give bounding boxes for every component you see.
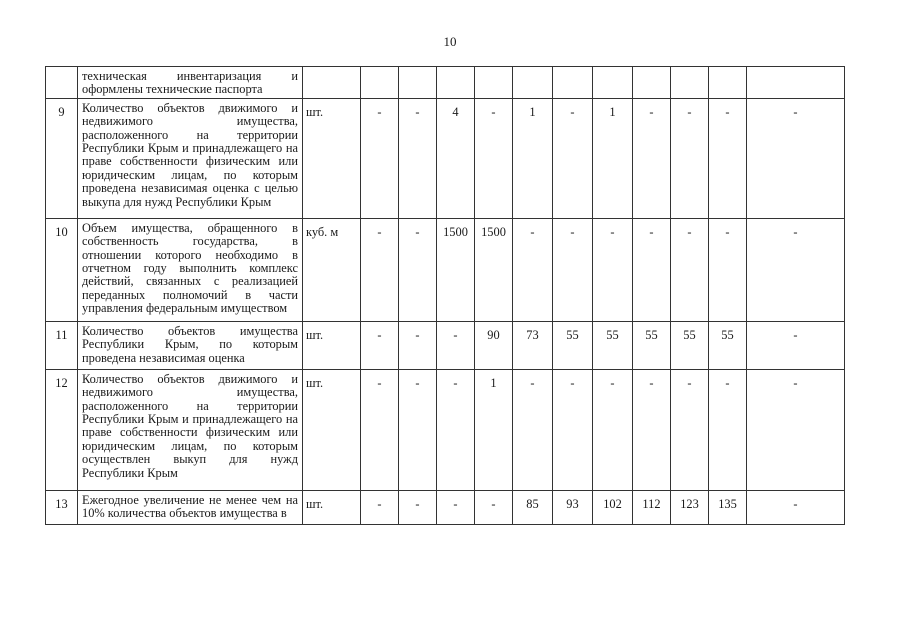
year-value-cell: -	[399, 369, 437, 490]
table-row	[46, 98, 845, 218]
year-value-cell: -	[633, 369, 671, 490]
year-value-cell: -	[553, 369, 593, 490]
year-value-cell	[671, 67, 709, 99]
year-value-cell: -	[709, 218, 747, 321]
year-value-cell	[513, 67, 553, 99]
year-value-cell: -	[361, 98, 399, 218]
year-value-cell: -	[475, 490, 513, 524]
year-value-cell: -	[361, 218, 399, 321]
year-value-cell: -	[633, 218, 671, 321]
indicators-table	[45, 66, 845, 525]
year-value-cell: -	[361, 321, 399, 369]
table-row	[46, 369, 845, 490]
row-number: 13	[46, 490, 78, 524]
year-value-cell: 90	[475, 321, 513, 369]
year-value-cell: 55	[671, 321, 709, 369]
year-value-cell	[553, 67, 593, 99]
year-value-cell	[593, 67, 633, 99]
year-value-cell: 1500	[437, 218, 475, 321]
year-value-cell: -	[671, 218, 709, 321]
row-number: 11	[46, 321, 78, 369]
unit-of-measure: шт.	[303, 98, 361, 218]
year-value-cell: -	[553, 98, 593, 218]
indicator-description: Количество объектов движимого и недвижимого имущества, расположенного на территории Республики Крым и принадлежащего на праве собственности физическим или юридическим лицам, по которым осуществлен выкуп для нужд Республики Крым	[78, 369, 303, 490]
year-value-cell: -	[437, 490, 475, 524]
year-value-cell: 55	[709, 321, 747, 369]
year-value-cell: -	[671, 369, 709, 490]
year-value-cell: 55	[633, 321, 671, 369]
year-value-cell: -	[709, 98, 747, 218]
unit-of-measure	[303, 67, 361, 99]
indicator-description: Количество объектов имущества Республики Крым, по которым проведена независимая оценка	[78, 321, 303, 369]
year-value-cell: 123	[671, 490, 709, 524]
unit-of-measure: шт.	[303, 321, 361, 369]
table-row	[46, 490, 845, 524]
year-value-cell: 85	[513, 490, 553, 524]
year-value-cell	[361, 67, 399, 99]
row-number: 9	[46, 98, 78, 218]
year-value-cell: 1	[593, 98, 633, 218]
indicator-description: техническая инвентаризация и оформлены технические паспорта	[78, 67, 303, 99]
year-value-cell: -	[437, 321, 475, 369]
year-value-cell: -	[361, 490, 399, 524]
year-value-cell: -	[399, 490, 437, 524]
year-value-cell: -	[593, 369, 633, 490]
row-number: 10	[46, 218, 78, 321]
year-value-cell: 135	[709, 490, 747, 524]
year-value-cell: 102	[593, 490, 633, 524]
year-value-cell: 1500	[475, 218, 513, 321]
year-value-cell	[399, 67, 437, 99]
related-indicator-cell: -	[747, 218, 845, 321]
year-value-cell: -	[709, 369, 747, 490]
year-value-cell: -	[593, 218, 633, 321]
table-row	[46, 218, 845, 321]
year-value-cell	[437, 67, 475, 99]
year-value-cell: -	[437, 369, 475, 490]
table-row	[46, 321, 845, 369]
year-value-cell: -	[553, 218, 593, 321]
related-indicator-cell: -	[747, 98, 845, 218]
year-value-cell: 112	[633, 490, 671, 524]
year-value-cell: 1	[513, 98, 553, 218]
related-indicator-cell: -	[747, 369, 845, 490]
indicator-description: Объем имущества, обращенного в собственность государства, в отношении которого необходимо в отчетном году выполнить комплекс действий, связанных с реализацией переданных полномочий в части управления федеральным имуществом	[78, 218, 303, 321]
table-body	[46, 67, 845, 525]
unit-of-measure: куб. м	[303, 218, 361, 321]
indicator-description: Количество объектов движимого и недвижимого имущества, расположенного на территории Республики Крым и принадлежащего на праве собственности физическим или юридическим лицам, по которым проведена независимая оценка с целью выкупа для нужд Республики Крым	[78, 98, 303, 218]
related-indicator-cell	[747, 67, 845, 99]
year-value-cell: -	[633, 98, 671, 218]
indicator-description: Ежегодное увеличение не менее чем на 10% количества объектов имущества в	[78, 490, 303, 524]
year-value-cell: 93	[553, 490, 593, 524]
year-value-cell: -	[399, 321, 437, 369]
year-value-cell	[709, 67, 747, 99]
year-value-cell: 55	[553, 321, 593, 369]
year-value-cell: 4	[437, 98, 475, 218]
page-number: 10	[443, 34, 457, 49]
table-row	[46, 67, 845, 99]
year-value-cell: 55	[593, 321, 633, 369]
year-value-cell: 1	[475, 369, 513, 490]
year-value-cell: -	[361, 369, 399, 490]
year-value-cell: 73	[513, 321, 553, 369]
row-number	[46, 67, 78, 99]
year-value-cell: -	[399, 98, 437, 218]
year-value-cell: -	[475, 98, 513, 218]
related-indicator-cell: -	[747, 321, 845, 369]
year-value-cell	[633, 67, 671, 99]
year-value-cell	[475, 67, 513, 99]
year-value-cell: -	[399, 218, 437, 321]
related-indicator-cell: -	[747, 490, 845, 524]
unit-of-measure: шт.	[303, 369, 361, 490]
year-value-cell: -	[513, 369, 553, 490]
year-value-cell: -	[671, 98, 709, 218]
year-value-cell: -	[513, 218, 553, 321]
unit-of-measure: шт.	[303, 490, 361, 524]
row-number: 12	[46, 369, 78, 490]
